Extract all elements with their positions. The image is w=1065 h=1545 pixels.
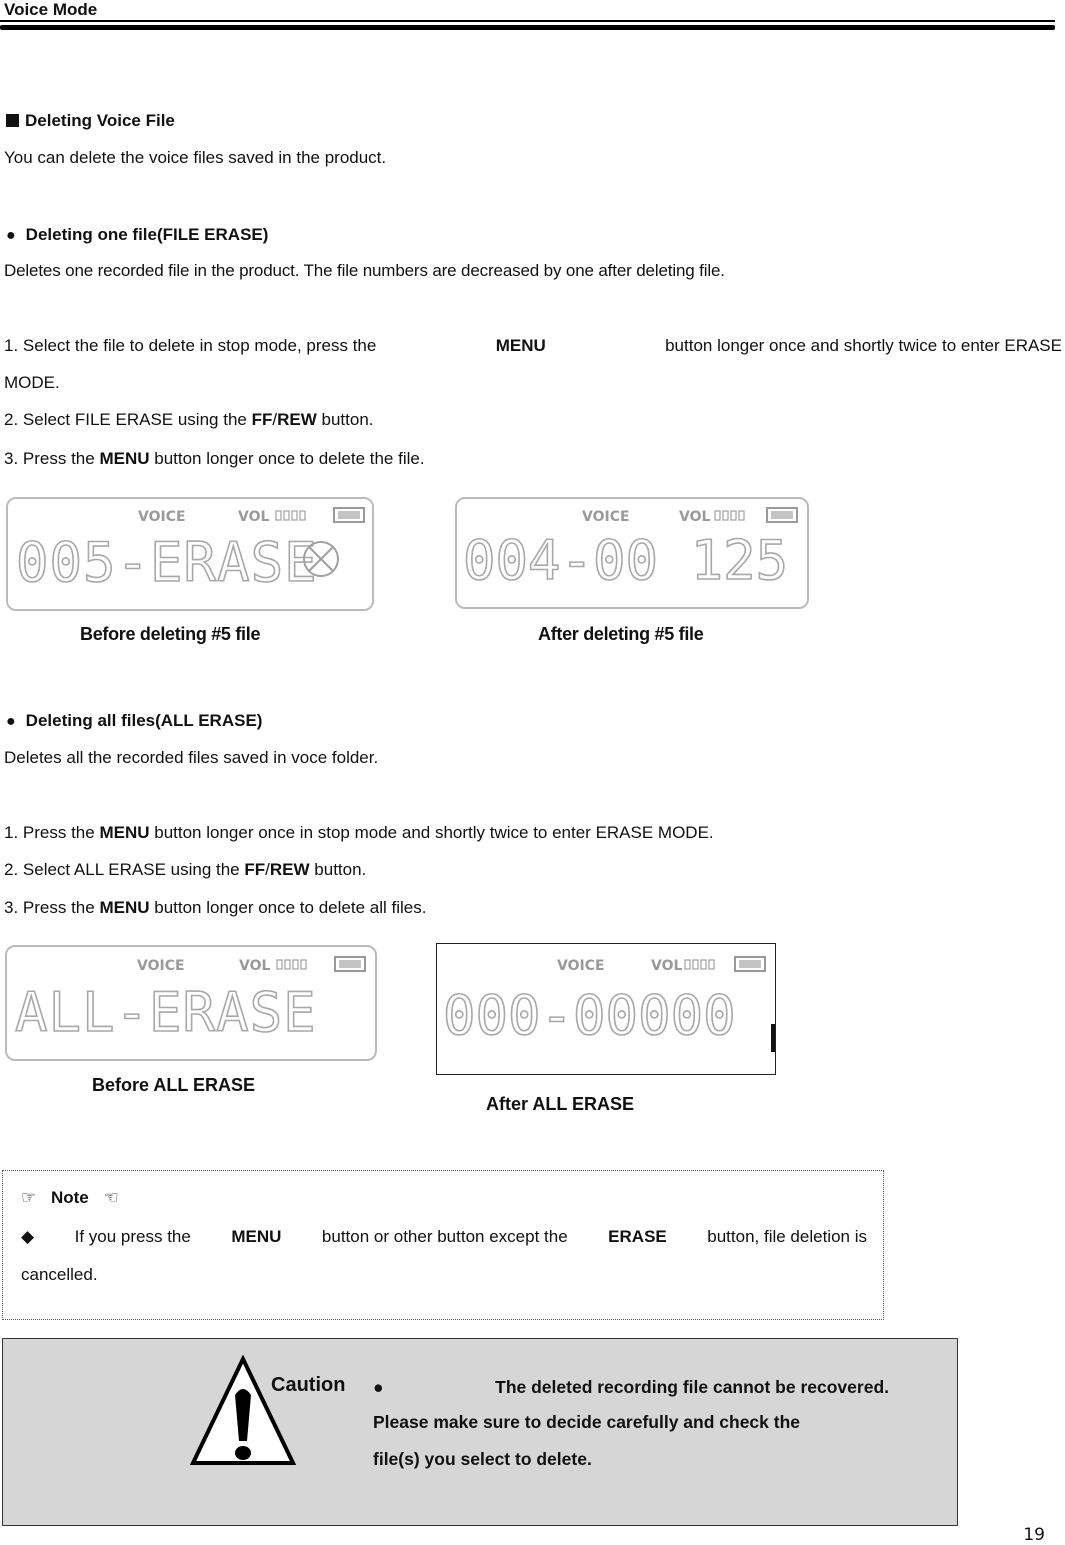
battery-icon: [335, 957, 365, 971]
lcd-vol-label: VOL: [239, 958, 271, 974]
lcd-display-graphic: [437, 944, 775, 1074]
lcd-edge-mark: [771, 1024, 775, 1052]
file-erase-desc: Deletes one recorded file in the product. The file numbers are decreased by one after deleting file.: [4, 261, 725, 280]
menu-key-label: MENU: [495, 336, 546, 355]
lcd-display-graphic: [457, 499, 807, 607]
lcd-after-delete: [455, 497, 809, 609]
square-bullet-icon: [6, 114, 19, 127]
slash: /: [265, 860, 270, 879]
lcd-segment-text: 000-00000: [443, 984, 736, 1047]
step1-text-b: button longer once in stop mode and shortly twice to enter ERASE MODE.: [154, 823, 714, 842]
all-erase-heading-text: Deleting all files(ALL ERASE): [25, 711, 263, 730]
note-line-1: [21, 1227, 867, 1247]
all-erase-step2: [4, 860, 366, 880]
volume-bars-icon: [277, 960, 306, 969]
circle-bullet-icon: ●: [6, 713, 16, 730]
note-title: Note: [50, 1188, 89, 1207]
menu-key-label: MENU: [99, 823, 150, 842]
lcd-after-all-erase: [436, 943, 776, 1075]
file-erase-heading: [6, 225, 268, 246]
lcd-segment-text: ALL-ERASE: [15, 981, 317, 1044]
circle-bullet-icon: ●: [373, 1377, 384, 1397]
menu-key-label: MENU: [99, 449, 150, 468]
rew-key-label: REW: [269, 860, 310, 879]
ff-key-label: FF: [244, 860, 266, 879]
circle-bullet-icon: ●: [6, 227, 16, 244]
header-rule-thick: [0, 25, 1055, 30]
lcd-display-graphic: [8, 499, 372, 609]
caution-line-1: [373, 1377, 889, 1397]
note-title-row: [21, 1188, 119, 1208]
step2-text-a: 2. Select FILE ERASE using the: [4, 410, 247, 429]
section-title: [6, 111, 175, 131]
lcd-vol-label: VOL: [651, 958, 683, 974]
note-text-a: If you press the: [74, 1227, 191, 1246]
section-intro: You can delete the voice files saved in the product.: [4, 148, 387, 167]
battery-icon: [735, 957, 765, 971]
caption-after-delete: After deleting #5 file: [538, 624, 704, 644]
note-text-b: button or other button except the: [321, 1227, 568, 1246]
step3-text-b: button longer once to delete all files.: [154, 898, 427, 917]
page-number: 19: [1023, 1525, 1045, 1545]
all-erase-desc: Deletes all the recorded files saved in voce folder.: [4, 748, 379, 767]
lcd-segment-text: 004-00 125: [463, 529, 789, 592]
header-rule-thin: [0, 20, 1055, 22]
file-erase-heading-text: Deleting one file(FILE ERASE): [25, 225, 269, 244]
step1-text-b: button longer once and shortly twice to enter ERASE: [665, 336, 1062, 355]
caution-line-2: Please make sure to decide carefully and check the: [373, 1412, 801, 1432]
slash: /: [272, 410, 278, 429]
all-erase-heading: [6, 711, 262, 732]
battery-icon: [767, 508, 797, 522]
step3-text-b: button longer once to delete the file.: [154, 449, 425, 468]
warning-triangle-icon: [189, 1355, 297, 1467]
caption-before-delete: Before deleting #5 file: [80, 624, 261, 644]
caption-before-all-erase: Before ALL ERASE: [92, 1075, 256, 1095]
file-erase-step2: [4, 410, 374, 430]
volume-bars-icon: [685, 960, 714, 969]
lcd-voice-label: VOICE: [138, 509, 186, 525]
lcd-vol-label: VOL: [679, 509, 711, 525]
ff-key-label: FF: [251, 410, 273, 429]
lcd-voice-label: VOICE: [582, 509, 630, 525]
section-header: Voice Mode: [4, 0, 98, 19]
lcd-voice-label: VOICE: [557, 958, 605, 974]
caption-after-all-erase: After ALL ERASE: [486, 1094, 635, 1114]
step1-text-a: 1. Select the file to delete in stop mode, press the: [4, 336, 377, 355]
file-erase-step1-cont: MODE.: [4, 373, 60, 392]
step3-text-a: 3. Press the: [4, 898, 95, 917]
caution-text-1: The deleted recording file cannot be recovered.: [495, 1377, 889, 1397]
caution-label: Caution: [271, 1374, 346, 1396]
volume-bars-icon: [276, 511, 305, 520]
section-title-text: Deleting Voice File: [25, 111, 175, 130]
lcd-before-delete: [6, 497, 374, 611]
step2-text-a: 2. Select ALL ERASE using the: [4, 860, 240, 879]
pointing-right-hand-icon: ☞: [21, 1188, 37, 1207]
diamond-bullet-icon: ◆: [21, 1227, 35, 1246]
note-line-2: cancelled.: [21, 1265, 98, 1284]
rew-key-label: REW: [277, 410, 317, 429]
menu-key-label: MENU: [231, 1227, 282, 1246]
step2-text-b: button.: [314, 860, 367, 879]
note-box: [2, 1170, 884, 1320]
lcd-display-graphic: [7, 947, 375, 1059]
caution-line-3: file(s) you select to delete.: [373, 1449, 592, 1469]
lcd-voice-label: VOICE: [137, 958, 185, 974]
file-erase-step3: [4, 449, 425, 469]
lcd-segment-text: 005-ERASE: [16, 531, 318, 594]
menu-key-label: MENU: [99, 898, 150, 917]
battery-icon: [334, 508, 364, 522]
step3-text-a: 3. Press the: [4, 449, 95, 468]
caution-box: [2, 1338, 958, 1526]
volume-bars-icon: [715, 511, 744, 520]
all-erase-step3: [4, 898, 426, 918]
step2-text-b: button.: [321, 410, 374, 429]
all-erase-step1: [4, 823, 714, 843]
erase-key-label: ERASE: [608, 1227, 667, 1246]
pointing-left-hand-icon: ☜: [103, 1188, 119, 1207]
file-erase-step1: [4, 336, 1062, 356]
lcd-vol-label: VOL: [238, 509, 270, 525]
lcd-before-all-erase: [5, 945, 377, 1061]
step1-text-a: 1. Press the: [4, 823, 95, 842]
note-text-c: button, file deletion is: [707, 1227, 867, 1246]
